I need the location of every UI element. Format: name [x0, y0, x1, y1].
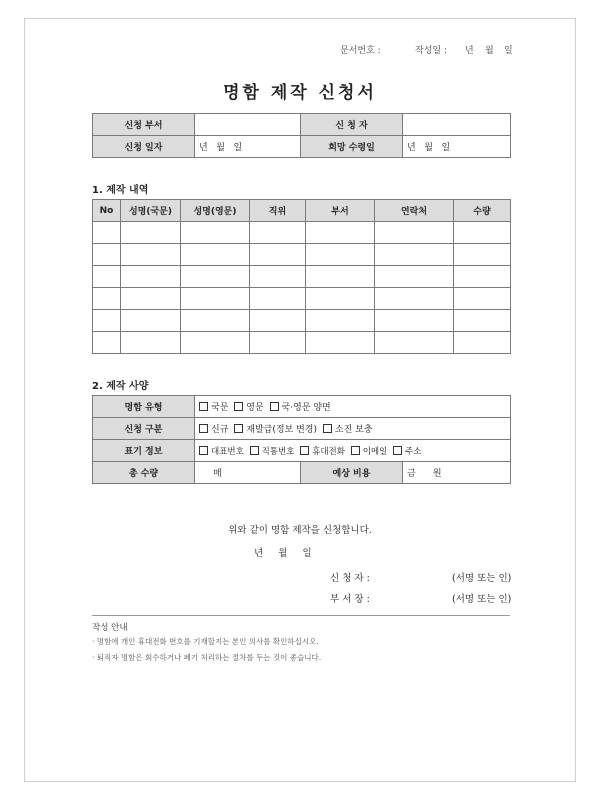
table-row [93, 310, 511, 332]
table-row [93, 244, 511, 266]
col-dept: 부서 [306, 200, 375, 222]
table-cell[interactable] [306, 288, 375, 310]
checkbox-icon[interactable] [351, 446, 360, 455]
table-cell[interactable] [93, 244, 121, 266]
checkbox-icon[interactable] [199, 402, 208, 411]
display-info-option[interactable]: 이메일 [351, 447, 388, 457]
table-row [93, 332, 511, 354]
table-cell[interactable] [306, 332, 375, 354]
table-cell[interactable] [250, 310, 306, 332]
col-name-en: 성명(영문) [181, 200, 250, 222]
card-type-option[interactable]: 영문 [234, 403, 263, 413]
display-info-option[interactable]: 휴대전화 [300, 447, 345, 457]
table-cell[interactable] [306, 244, 375, 266]
table-cell[interactable] [250, 332, 306, 354]
table-cell[interactable] [375, 266, 454, 288]
table-cell[interactable] [250, 244, 306, 266]
card-type-option[interactable]: 국문 [199, 403, 228, 413]
request-type-options [195, 418, 511, 440]
table-cell[interactable] [121, 288, 181, 310]
applicant-info-table [92, 113, 511, 158]
closing-head-label: 부 서 장 : [330, 594, 370, 605]
written-date-day: 일 [504, 46, 513, 56]
table-cell[interactable] [454, 244, 511, 266]
table-cell[interactable] [181, 288, 250, 310]
table-cell[interactable] [181, 310, 250, 332]
display-info-option[interactable]: 대표번호 [199, 447, 244, 457]
table-cell[interactable] [454, 288, 511, 310]
dept-field[interactable] [195, 114, 301, 136]
col-position: 직위 [250, 200, 306, 222]
table-cell[interactable] [306, 222, 375, 244]
table-row [93, 288, 511, 310]
checkbox-icon[interactable] [234, 424, 243, 433]
closing-head-sign[interactable]: (서명 또는 인) [452, 594, 512, 605]
table-cell[interactable] [306, 266, 375, 288]
table-cell[interactable] [93, 332, 121, 354]
guide-item: · 퇴직자 명함은 회수하거나 폐기 처리하는 절차를 두는 것이 좋습니다. [92, 653, 322, 662]
desired-date-field[interactable]: 년 월 일 [403, 136, 511, 158]
table-cell[interactable] [375, 310, 454, 332]
table-cell[interactable] [250, 288, 306, 310]
written-date-year: 년 [465, 46, 474, 56]
request-date-label: 신청 일자 [93, 136, 195, 158]
checkbox-icon[interactable] [270, 402, 279, 411]
checkbox-icon[interactable] [393, 446, 402, 455]
written-date-month: 월 [485, 46, 494, 56]
production-table-header [93, 200, 511, 222]
table-cell[interactable] [181, 244, 250, 266]
table-cell[interactable] [181, 266, 250, 288]
guide-title: 작성 안내 [92, 623, 128, 633]
table-cell[interactable] [375, 332, 454, 354]
desired-date-label: 희망 수령일 [301, 136, 403, 158]
checkbox-icon[interactable] [234, 402, 243, 411]
form-title: 명함 제작 신청서 [223, 83, 377, 103]
col-qty: 수량 [454, 200, 511, 222]
table-row [93, 266, 511, 288]
table-cell[interactable] [250, 222, 306, 244]
guide-divider [92, 615, 510, 616]
closing-date: 년 월 일 [254, 548, 312, 559]
checkbox-icon[interactable] [199, 424, 208, 433]
checkbox-icon[interactable] [323, 424, 332, 433]
display-info-option[interactable]: 직통번호 [250, 447, 295, 457]
table-cell[interactable] [121, 244, 181, 266]
table-cell[interactable] [250, 266, 306, 288]
doc-number-label: 문서번호 : [340, 46, 381, 56]
request-date-field[interactable]: 년 월 일 [195, 136, 301, 158]
spec-table [92, 395, 511, 484]
display-info-option[interactable]: 주소 [393, 447, 421, 457]
total-qty-label: 총 수량 [93, 462, 195, 484]
applicant-field[interactable] [403, 114, 511, 136]
display-info-options [195, 440, 511, 462]
request-type-option[interactable]: 소진 보충 [323, 425, 373, 435]
col-name-kr: 성명(국문) [121, 200, 181, 222]
section1-title: 1. 제작 내역 [92, 185, 149, 196]
display-info-label: 표기 정보 [93, 440, 195, 462]
table-cell[interactable] [306, 310, 375, 332]
request-type-option[interactable]: 신규 [199, 425, 228, 435]
table-cell[interactable] [375, 288, 454, 310]
guide-item: · 명함에 개인 휴대전화 번호를 기재할지는 본인 의사를 확인하십시오. [92, 637, 319, 646]
checkbox-icon[interactable] [300, 446, 309, 455]
table-cell[interactable] [93, 288, 121, 310]
table-cell[interactable] [454, 310, 511, 332]
table-cell[interactable] [121, 266, 181, 288]
written-date-label: 작성일 : [415, 46, 447, 56]
expected-cost-field[interactable]: 금 원 [403, 462, 511, 484]
table-cell[interactable] [93, 222, 121, 244]
checkbox-icon[interactable] [250, 446, 259, 455]
card-type-label: 명함 유형 [93, 396, 195, 418]
production-table [92, 199, 511, 354]
table-cell[interactable] [375, 244, 454, 266]
table-cell[interactable] [181, 332, 250, 354]
card-type-option[interactable]: 국·영문 양면 [270, 403, 331, 413]
dept-label: 신청 부서 [93, 114, 195, 136]
closing-statement: 위와 같이 명함 제작을 신청합니다. [228, 525, 372, 536]
table-cell[interactable] [121, 332, 181, 354]
table-cell[interactable] [121, 222, 181, 244]
table-cell[interactable] [93, 266, 121, 288]
table-cell[interactable] [375, 222, 454, 244]
table-cell[interactable] [93, 310, 121, 332]
checkbox-icon[interactable] [199, 446, 208, 455]
applicant-label: 신 청 자 [301, 114, 403, 136]
closing-applicant-sign[interactable]: (서명 또는 인) [452, 573, 512, 584]
table-cell[interactable] [454, 266, 511, 288]
expected-cost-label: 예상 비용 [301, 462, 403, 484]
table-cell[interactable] [454, 332, 511, 354]
table-cell[interactable] [181, 222, 250, 244]
col-no: No [93, 200, 121, 222]
card-type-options [195, 396, 511, 418]
col-contact: 연락처 [375, 200, 454, 222]
table-cell[interactable] [454, 222, 511, 244]
section2-title: 2. 제작 사양 [92, 381, 149, 392]
request-type-option[interactable]: 재발급(정보 변경) [234, 425, 317, 435]
total-qty-field[interactable]: 매 [195, 462, 301, 484]
closing-applicant-label: 신 청 자 : [330, 573, 370, 584]
request-type-label: 신청 구분 [93, 418, 195, 440]
table-row [93, 222, 511, 244]
table-cell[interactable] [121, 310, 181, 332]
